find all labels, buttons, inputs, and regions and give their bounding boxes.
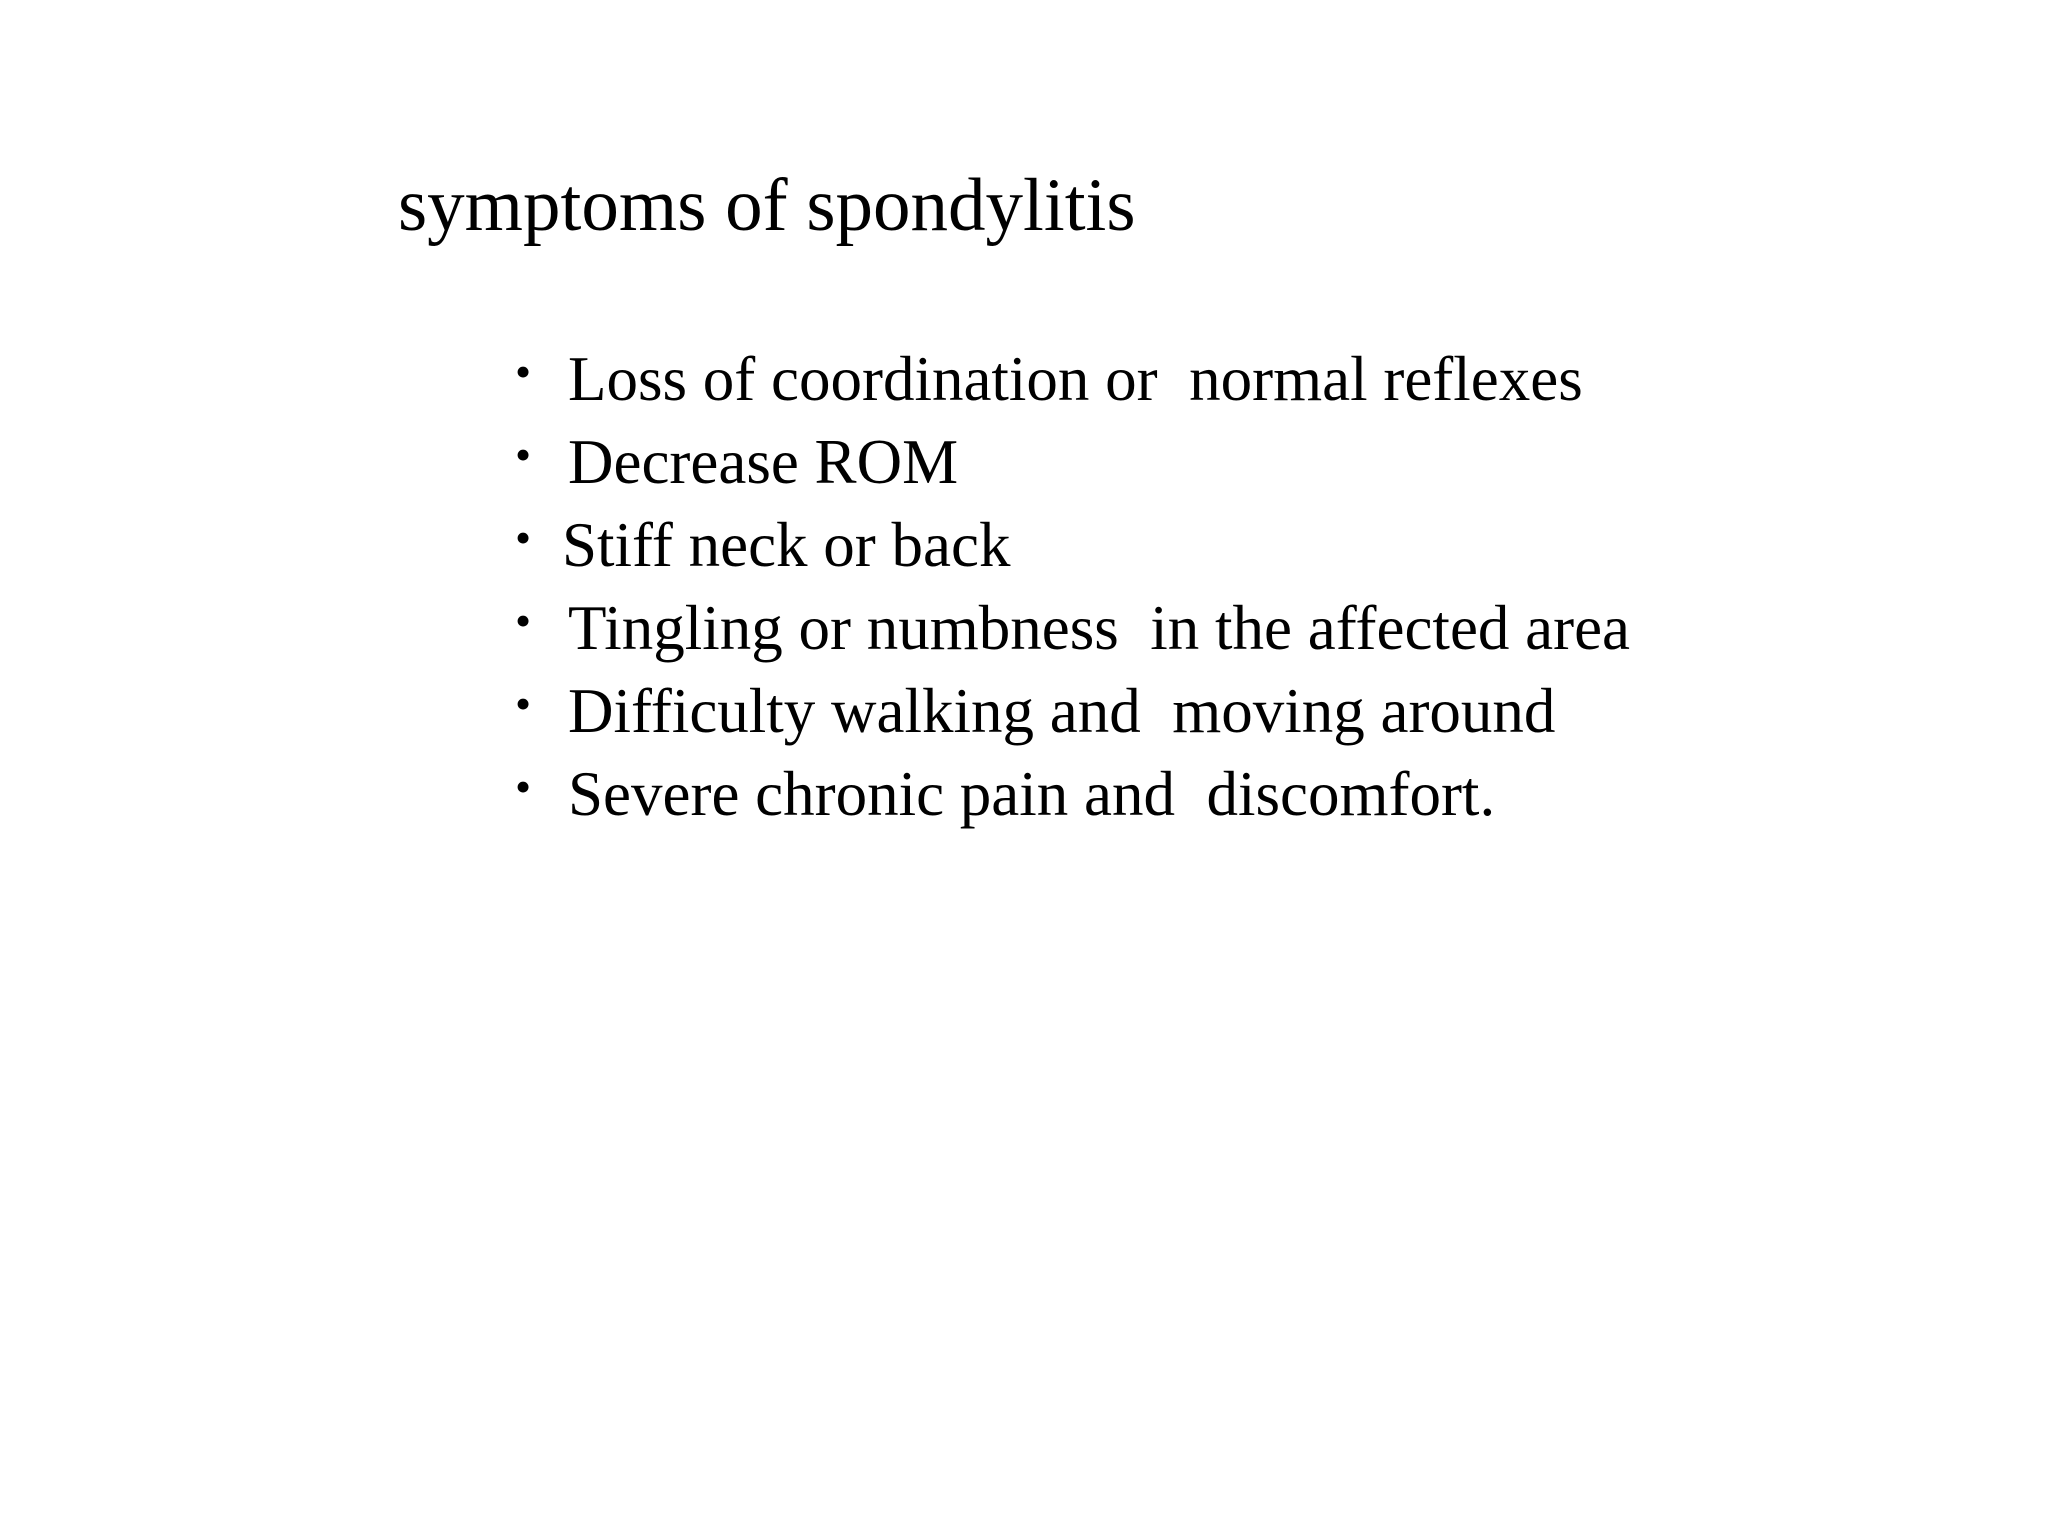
- list-item: [515, 504, 1011, 587]
- list-item-text: Tingling or numbness in the affected area: [568, 593, 1631, 663]
- symptom-list: [515, 338, 1631, 836]
- bullet-icon: •: [515, 678, 532, 729]
- list-item-text: Severe chronic pain and discomfort.: [568, 759, 1496, 829]
- bullet-icon: •: [515, 346, 532, 397]
- slide-title: symptoms of spondylitis: [398, 164, 1136, 247]
- bullet-icon: •: [515, 595, 532, 646]
- list-item: [515, 587, 1631, 670]
- list-item: [515, 338, 1583, 421]
- list-item-text: Decrease ROM: [568, 427, 959, 497]
- bullet-icon: •: [515, 512, 532, 563]
- list-item: [515, 753, 1496, 836]
- list-item-text: Difficulty walking and moving around: [568, 676, 1556, 746]
- bullet-icon: •: [515, 429, 532, 480]
- list-item: [515, 421, 959, 504]
- bullet-icon: •: [515, 761, 532, 812]
- list-item-text: Loss of coordination or normal reflexes: [568, 344, 1583, 414]
- list-item-text: Stiff neck or back: [562, 510, 1011, 580]
- list-item: [515, 670, 1556, 753]
